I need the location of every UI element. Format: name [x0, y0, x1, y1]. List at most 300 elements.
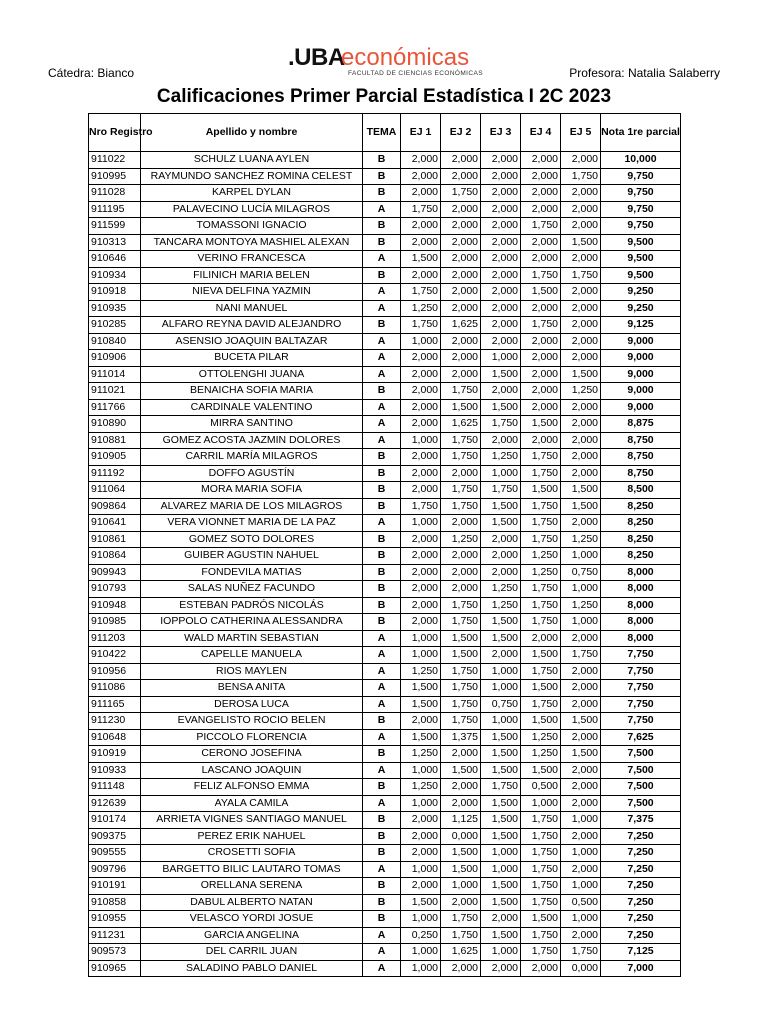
cell-ej4: 1,250 [521, 564, 561, 581]
cell-ej1: 1,500 [401, 680, 441, 697]
cell-ej4: 1,750 [521, 581, 561, 598]
cell-tema: B [363, 828, 401, 845]
cell-nota: 9,500 [601, 251, 681, 268]
cell-tema: B [363, 746, 401, 763]
cell-ej2: 1,125 [441, 812, 481, 829]
cell-apellido-nombre: BARGETTO BILIC LAUTARO TOMAS [141, 861, 363, 878]
cell-ej5: 2,000 [561, 416, 601, 433]
cell-ej4: 1,750 [521, 498, 561, 515]
cell-nota: 7,250 [601, 861, 681, 878]
cell-apellido-nombre: BENAICHA SOFIA MARIA [141, 383, 363, 400]
col-header-apellido-nombre: Apellido y nombre [141, 114, 363, 152]
cell-ej5: 2,000 [561, 399, 601, 416]
cell-nro-registro: 910905 [89, 449, 141, 466]
logo-economicas-text: económicas [341, 44, 470, 71]
cell-ej5: 1,500 [561, 234, 601, 251]
table-row [89, 795, 681, 812]
cell-nota: 9,750 [601, 168, 681, 185]
table-row [89, 713, 681, 730]
cell-ej1: 1,750 [401, 201, 441, 218]
cell-tema: B [363, 218, 401, 235]
table-row [89, 680, 681, 697]
cell-ej4: 2,000 [521, 251, 561, 268]
table-row [89, 416, 681, 433]
cell-tema: B [363, 779, 401, 796]
cell-tema: A [363, 647, 401, 664]
cell-nro-registro: 910861 [89, 531, 141, 548]
cell-ej3: 1,000 [481, 465, 521, 482]
cell-ej3: 1,500 [481, 515, 521, 532]
cell-ej3: 1,250 [481, 581, 521, 598]
cell-ej2: 2,000 [441, 581, 481, 598]
cell-ej4: 1,750 [521, 894, 561, 911]
cell-ej5: 2,000 [561, 185, 601, 202]
table-row [89, 911, 681, 928]
cell-ej4: 2,000 [521, 300, 561, 317]
cell-nota: 7,750 [601, 680, 681, 697]
cell-ej2: 2,000 [441, 152, 481, 169]
cell-ej2: 2,000 [441, 168, 481, 185]
cell-ej3: 2,000 [481, 284, 521, 301]
cell-ej1: 1,000 [401, 911, 441, 928]
cell-ej1: 2,000 [401, 152, 441, 169]
cell-ej4: 2,000 [521, 432, 561, 449]
cell-nro-registro: 910985 [89, 614, 141, 631]
cell-nro-registro: 911022 [89, 152, 141, 169]
cell-nro-registro: 910933 [89, 762, 141, 779]
cell-tema: A [363, 680, 401, 697]
table-row [89, 201, 681, 218]
cell-ej3: 2,000 [481, 185, 521, 202]
cell-nro-registro: 910934 [89, 267, 141, 284]
cell-ej2: 1,500 [441, 399, 481, 416]
cell-tema: B [363, 234, 401, 251]
cell-tema: B [363, 845, 401, 862]
cell-ej2: 2,000 [441, 251, 481, 268]
cell-ej2: 1,750 [441, 696, 481, 713]
cell-nro-registro: 910935 [89, 300, 141, 317]
table-row [89, 696, 681, 713]
cell-ej3: 2,000 [481, 234, 521, 251]
cell-apellido-nombre: VERINO FRANCESCA [141, 251, 363, 268]
cell-tema: A [363, 861, 401, 878]
table-row [89, 944, 681, 961]
cell-ej4: 1,500 [521, 713, 561, 730]
cell-ej5: 1,250 [561, 531, 601, 548]
cell-nota: 9,000 [601, 399, 681, 416]
table-row [89, 531, 681, 548]
col-header-ej1: EJ 1 [401, 114, 441, 152]
cell-nro-registro: 910919 [89, 746, 141, 763]
cell-tema: B [363, 465, 401, 482]
cell-apellido-nombre: GOMEZ SOTO DOLORES [141, 531, 363, 548]
cell-nro-registro: 911021 [89, 383, 141, 400]
cell-ej4: 2,000 [521, 960, 561, 977]
cell-ej2: 1,750 [441, 482, 481, 499]
cell-ej3: 1,500 [481, 399, 521, 416]
cell-ej5: 2,000 [561, 861, 601, 878]
cell-apellido-nombre: FILINICH MARIA BELEN [141, 267, 363, 284]
cell-apellido-nombre: MORA MARIA SOFIA [141, 482, 363, 499]
cell-ej1: 2,000 [401, 548, 441, 565]
cell-ej4: 2,000 [521, 234, 561, 251]
cell-ej3: 2,000 [481, 432, 521, 449]
cell-ej1: 2,000 [401, 812, 441, 829]
cell-nota: 9,250 [601, 284, 681, 301]
col-header-ej4: EJ 4 [521, 114, 561, 152]
cell-nro-registro: 909864 [89, 498, 141, 515]
cell-apellido-nombre: PALAVECINO LUCÍA MILAGROS [141, 201, 363, 218]
cell-ej5: 2,000 [561, 317, 601, 334]
cell-tema: A [363, 366, 401, 383]
cell-ej5: 0,750 [561, 564, 601, 581]
cell-apellido-nombre: FELIZ ALFONSO EMMA [141, 779, 363, 796]
cell-tema: B [363, 168, 401, 185]
cell-ej4: 1,250 [521, 729, 561, 746]
cell-tema: A [363, 795, 401, 812]
cell-ej3: 2,000 [481, 383, 521, 400]
col-header-ej2: EJ 2 [441, 114, 481, 152]
cell-ej2: 1,500 [441, 630, 481, 647]
cell-ej4: 2,000 [521, 201, 561, 218]
cell-apellido-nombre: GUIBER AGUSTIN NAHUEL [141, 548, 363, 565]
table-row [89, 878, 681, 895]
col-header-ej5: EJ 5 [561, 114, 601, 152]
cell-nota: 7,000 [601, 960, 681, 977]
cell-nota: 8,000 [601, 581, 681, 598]
cell-ej5: 2,000 [561, 828, 601, 845]
cell-ej4: 1,750 [521, 597, 561, 614]
cell-ej2: 1,625 [441, 317, 481, 334]
cell-ej2: 2,000 [441, 350, 481, 367]
cell-ej3: 2,000 [481, 201, 521, 218]
cell-ej1: 2,000 [401, 366, 441, 383]
cell-nota: 7,750 [601, 713, 681, 730]
cell-nota: 7,250 [601, 828, 681, 845]
cell-ej1: 2,000 [401, 878, 441, 895]
cell-ej4: 1,750 [521, 531, 561, 548]
cell-apellido-nombre: ASENSIO JOAQUIN BALTAZAR [141, 333, 363, 350]
table-row [89, 383, 681, 400]
cell-tema: B [363, 581, 401, 598]
table-row [89, 729, 681, 746]
cell-nro-registro: 911028 [89, 185, 141, 202]
grades-table [88, 113, 681, 977]
cell-ej1: 1,500 [401, 251, 441, 268]
table-row [89, 894, 681, 911]
cell-ej5: 2,000 [561, 927, 601, 944]
cell-nota: 9,750 [601, 185, 681, 202]
cell-ej3: 1,500 [481, 366, 521, 383]
cell-nota: 8,000 [601, 597, 681, 614]
cell-nota: 7,250 [601, 845, 681, 862]
cell-ej3: 2,000 [481, 564, 521, 581]
cell-tema: A [363, 416, 401, 433]
cell-ej3: 2,000 [481, 960, 521, 977]
profesora-label: Profesora: Natalia Salaberry [569, 66, 720, 80]
cell-apellido-nombre: CARDINALE VALENTINO [141, 399, 363, 416]
cell-ej2: 2,000 [441, 548, 481, 565]
cell-ej4: 1,750 [521, 812, 561, 829]
cell-ej5: 2,000 [561, 432, 601, 449]
cell-ej2: 2,000 [441, 465, 481, 482]
cell-tema: A [363, 630, 401, 647]
cell-nota: 8,000 [601, 564, 681, 581]
cell-apellido-nombre: CAPELLE MANUELA [141, 647, 363, 664]
table-row [89, 762, 681, 779]
cell-nota: 7,750 [601, 663, 681, 680]
cell-ej4: 2,000 [521, 168, 561, 185]
cell-nro-registro: 910646 [89, 251, 141, 268]
cell-nota: 8,750 [601, 465, 681, 482]
cell-apellido-nombre: SALADINO PABLO DANIEL [141, 960, 363, 977]
cell-ej3: 1,000 [481, 350, 521, 367]
table-row [89, 168, 681, 185]
cell-ej1: 2,000 [401, 713, 441, 730]
cell-nota: 8,250 [601, 548, 681, 565]
table-row [89, 350, 681, 367]
cell-ej2: 2,000 [441, 564, 481, 581]
cell-ej1: 1,250 [401, 746, 441, 763]
cell-nro-registro: 910793 [89, 581, 141, 598]
cell-nota: 7,500 [601, 779, 681, 796]
table-row [89, 399, 681, 416]
cell-tema: B [363, 317, 401, 334]
cell-ej2: 2,000 [441, 894, 481, 911]
cell-ej2: 1,750 [441, 383, 481, 400]
cell-ej2: 1,750 [441, 498, 481, 515]
cell-ej3: 0,750 [481, 696, 521, 713]
cell-nota: 8,000 [601, 614, 681, 631]
cell-ej4: 1,500 [521, 762, 561, 779]
cell-nro-registro: 909555 [89, 845, 141, 862]
cell-nota: 8,875 [601, 416, 681, 433]
cell-ej2: 0,000 [441, 828, 481, 845]
cell-ej3: 2,000 [481, 647, 521, 664]
cell-apellido-nombre: TOMASSONI IGNACIO [141, 218, 363, 235]
cell-ej4: 1,750 [521, 861, 561, 878]
cell-ej1: 2,000 [401, 614, 441, 631]
cell-ej3: 1,000 [481, 663, 521, 680]
cell-ej5: 1,000 [561, 845, 601, 862]
cell-ej3: 1,500 [481, 812, 521, 829]
cell-nota: 8,500 [601, 482, 681, 499]
table-row [89, 779, 681, 796]
cell-ej1: 2,000 [401, 845, 441, 862]
cell-ej1: 1,750 [401, 284, 441, 301]
cell-tema: B [363, 548, 401, 565]
cell-apellido-nombre: VERA VIONNET MARIA DE LA PAZ [141, 515, 363, 532]
cell-ej5: 1,750 [561, 647, 601, 664]
cell-ej4: 1,250 [521, 746, 561, 763]
cell-nro-registro: 910890 [89, 416, 141, 433]
table-row [89, 828, 681, 845]
cell-ej3: 1,500 [481, 729, 521, 746]
cell-nota: 7,250 [601, 911, 681, 928]
cell-ej3: 1,000 [481, 713, 521, 730]
cell-tema: A [363, 729, 401, 746]
cell-ej3: 1,500 [481, 630, 521, 647]
cell-ej2: 2,000 [441, 284, 481, 301]
table-row [89, 482, 681, 499]
cell-ej2: 2,000 [441, 746, 481, 763]
cell-ej1: 1,750 [401, 498, 441, 515]
cell-nota: 10,000 [601, 152, 681, 169]
cell-nro-registro: 912639 [89, 795, 141, 812]
table-row [89, 581, 681, 598]
cell-apellido-nombre: NANI MANUEL [141, 300, 363, 317]
cell-nota: 9,250 [601, 300, 681, 317]
cell-apellido-nombre: ORELLANA SERENA [141, 878, 363, 895]
cell-nota: 8,250 [601, 498, 681, 515]
cell-ej4: 1,500 [521, 482, 561, 499]
cell-nota: 8,750 [601, 449, 681, 466]
cell-nota: 7,750 [601, 696, 681, 713]
cell-ej1: 1,000 [401, 515, 441, 532]
uba-economicas-logo [288, 44, 488, 80]
table-row [89, 449, 681, 466]
cell-ej3: 2,000 [481, 218, 521, 235]
cell-ej2: 1,750 [441, 614, 481, 631]
cell-apellido-nombre: TANCARA MONTOYA MASHIEL ALEXAN [141, 234, 363, 251]
cell-ej3: 1,500 [481, 894, 521, 911]
cell-ej5: 1,000 [561, 911, 601, 928]
cell-nro-registro: 910422 [89, 647, 141, 664]
table-row [89, 614, 681, 631]
cell-nro-registro: 910955 [89, 911, 141, 928]
cell-nro-registro: 911230 [89, 713, 141, 730]
cell-ej2: 1,750 [441, 911, 481, 928]
cell-tema: B [363, 564, 401, 581]
cell-ej1: 2,000 [401, 564, 441, 581]
cell-ej5: 0,000 [561, 960, 601, 977]
cell-ej3: 2,000 [481, 300, 521, 317]
cell-ej2: 2,000 [441, 218, 481, 235]
cell-tema: B [363, 449, 401, 466]
cell-ej5: 1,500 [561, 498, 601, 515]
cell-ej2: 2,000 [441, 960, 481, 977]
cell-nro-registro: 909796 [89, 861, 141, 878]
cell-nota: 9,750 [601, 201, 681, 218]
cell-ej5: 2,000 [561, 333, 601, 350]
cell-ej1: 2,000 [401, 185, 441, 202]
cell-ej4: 1,500 [521, 416, 561, 433]
cell-nro-registro: 910881 [89, 432, 141, 449]
cell-ej4: 2,000 [521, 630, 561, 647]
cell-nota: 9,500 [601, 267, 681, 284]
cell-nro-registro: 911203 [89, 630, 141, 647]
cell-ej4: 2,000 [521, 333, 561, 350]
cell-ej4: 1,750 [521, 515, 561, 532]
cell-nro-registro: 910864 [89, 548, 141, 565]
cell-ej3: 1,250 [481, 449, 521, 466]
logo-subtitle: FACULTAD DE CIENCIAS ECONÓMICAS [348, 70, 483, 77]
cell-ej1: 1,000 [401, 333, 441, 350]
cell-ej1: 1,250 [401, 663, 441, 680]
cell-ej5: 2,000 [561, 779, 601, 796]
cell-ej2: 2,000 [441, 366, 481, 383]
cell-ej2: 1,750 [441, 663, 481, 680]
cell-tema: B [363, 383, 401, 400]
cell-apellido-nombre: VELASCO YORDI JOSUE [141, 911, 363, 928]
cell-ej4: 2,000 [521, 185, 561, 202]
cell-apellido-nombre: CARRIL MARÍA MILAGROS [141, 449, 363, 466]
cell-ej5: 2,000 [561, 680, 601, 697]
col-header-tema: TEMA [363, 114, 401, 152]
cell-ej3: 2,000 [481, 267, 521, 284]
table-row [89, 284, 681, 301]
cell-nro-registro: 909573 [89, 944, 141, 961]
cell-ej3: 2,000 [481, 333, 521, 350]
cell-ej1: 1,000 [401, 795, 441, 812]
table-row [89, 845, 681, 862]
table-row [89, 333, 681, 350]
cell-ej5: 2,000 [561, 350, 601, 367]
cell-ej2: 1,500 [441, 762, 481, 779]
cell-ej1: 1,500 [401, 894, 441, 911]
cell-nro-registro: 910648 [89, 729, 141, 746]
cell-nro-registro: 910858 [89, 894, 141, 911]
cell-nota: 7,250 [601, 927, 681, 944]
cell-nota: 9,750 [601, 218, 681, 235]
col-header-nota: Nota 1re parcial [601, 114, 681, 152]
cell-tema: A [363, 960, 401, 977]
cell-ej5: 2,000 [561, 762, 601, 779]
cell-nro-registro: 910965 [89, 960, 141, 977]
cell-ej5: 0,500 [561, 894, 601, 911]
cell-ej2: 2,000 [441, 515, 481, 532]
cell-ej3: 2,000 [481, 317, 521, 334]
cell-ej1: 1,000 [401, 647, 441, 664]
cell-tema: A [363, 944, 401, 961]
cell-nro-registro: 911766 [89, 399, 141, 416]
cell-ej5: 1,000 [561, 878, 601, 895]
table-header-row [89, 114, 681, 152]
cell-nota: 9,000 [601, 333, 681, 350]
cell-apellido-nombre: KARPEL DYLAN [141, 185, 363, 202]
cell-ej1: 0,250 [401, 927, 441, 944]
cell-tema: B [363, 878, 401, 895]
cell-ej3: 1,500 [481, 927, 521, 944]
cell-tema: B [363, 531, 401, 548]
cell-ej1: 2,000 [401, 531, 441, 548]
cell-ej4: 1,500 [521, 680, 561, 697]
cell-apellido-nombre: EVANGELISTO ROCIO BELEN [141, 713, 363, 730]
cell-ej5: 2,000 [561, 696, 601, 713]
cell-tema: B [363, 152, 401, 169]
cell-ej4: 1,000 [521, 795, 561, 812]
table-row [89, 630, 681, 647]
cell-ej3: 1,500 [481, 795, 521, 812]
cell-ej5: 2,000 [561, 300, 601, 317]
cell-ej3: 2,000 [481, 531, 521, 548]
cell-ej1: 1,000 [401, 630, 441, 647]
cell-ej2: 1,500 [441, 845, 481, 862]
cell-ej2: 1,750 [441, 185, 481, 202]
cell-ej3: 1,000 [481, 680, 521, 697]
cell-nota: 7,500 [601, 795, 681, 812]
cell-nota: 7,250 [601, 878, 681, 895]
cell-ej3: 1,500 [481, 498, 521, 515]
cell-ej1: 2,000 [401, 581, 441, 598]
cell-apellido-nombre: ESTEBAN PADRÓS NICOLÁS [141, 597, 363, 614]
cell-ej4: 1,750 [521, 267, 561, 284]
cell-ej5: 2,000 [561, 795, 601, 812]
cell-tema: B [363, 482, 401, 499]
cell-nro-registro: 910906 [89, 350, 141, 367]
cell-apellido-nombre: LASCANO JOAQUIN [141, 762, 363, 779]
cell-nro-registro: 911148 [89, 779, 141, 796]
